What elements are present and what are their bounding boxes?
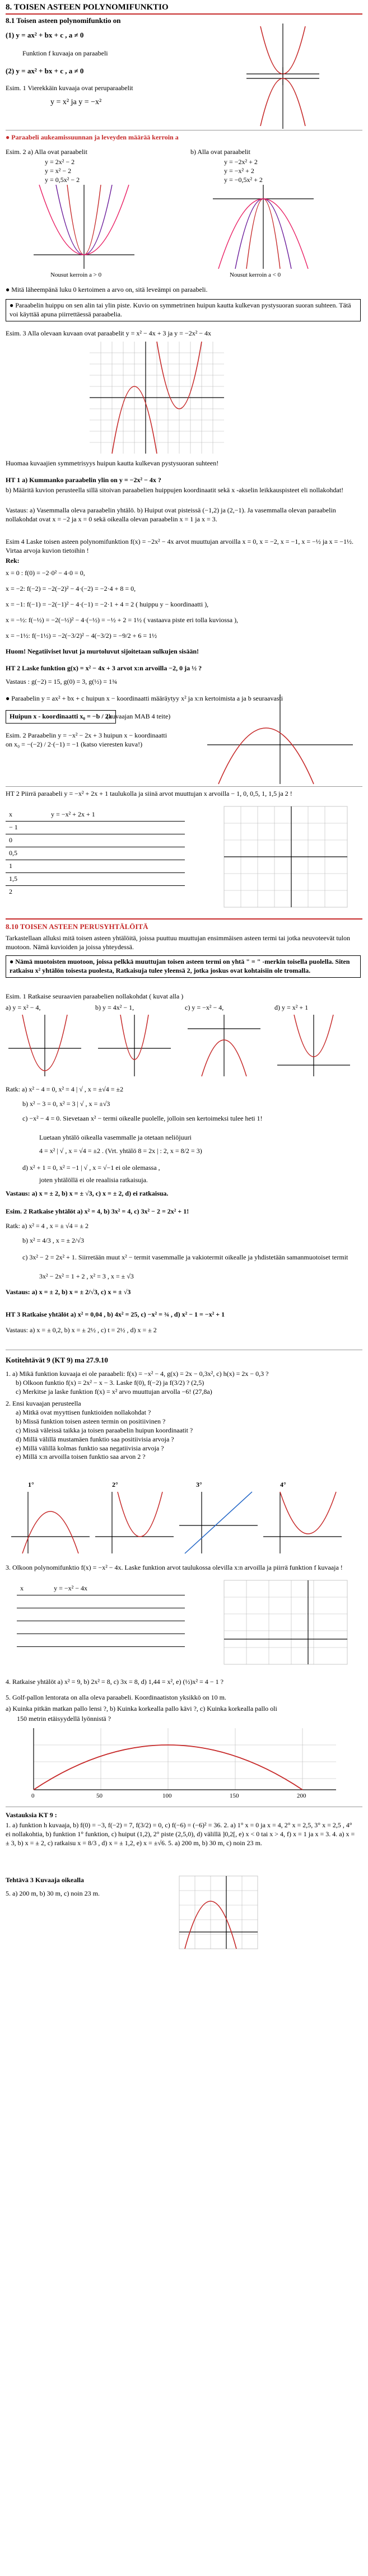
- definition-note: Funktion f kuvaaja on paraabeli: [22, 49, 108, 57]
- table-cell-x: 0,5: [6, 847, 48, 860]
- example-4-row-2: x = −2: f(−2) = −2(−2)² − 4·(−2) = −2·4 + 8 = 0,: [6, 585, 136, 592]
- table-cell-x: 1,5: [6, 873, 48, 886]
- graph-810-a: [8, 1015, 81, 1076]
- table-row: [17, 1634, 185, 1647]
- graph-label-4: 4°: [280, 1481, 286, 1488]
- example-4-row-3: x = −1: f(−1) = −2(−1)² − 4·(−1) = −2·1 + 4 = 2 ( huippu y − koordinaatti ),: [6, 600, 209, 608]
- solution-c-3: 4 = x² | √ , x = √4 = ±2 . (Vrt. yhtälö 8 = 2x | : 2, x = 8/2 = 3): [39, 1147, 202, 1155]
- ht2-answer: Vastaus : g(−2) = 15, g(0) = 3, g(½) = 1¾: [6, 678, 118, 685]
- solution-c: c) −x² − 4 = 0. Sievetaan x² − termi oikealle puolelle, jolloin sen kertoimeksi tulee heti 1!: [22, 1114, 263, 1122]
- table-header-x: x: [17, 1583, 50, 1595]
- table-row: [17, 1647, 185, 1660]
- vertex-box: [6, 299, 361, 321]
- homework-item-5b: 150 metrin etäisyydellä lyönnistä ?: [17, 1715, 111, 1723]
- table-cell-y[interactable]: [48, 886, 185, 899]
- homework-item: 2. Ensi kuvaajan perusteella: [6, 1399, 81, 1408]
- example-2-a: Ratk: a) x² = 4 , x = ± √4 = ± 2: [6, 1222, 88, 1230]
- section-810-box-text: ● Nämä muotoisten muotoon, joissa pelkkä muuttujan toisen asteen termi on yhtä " = " -merkin toisella puolella. Siten ratkaisu x² yhtälön toisesta puolesta, Ratkaisuja tulee yleensä 2, jotka joskus ovat kohtaisiin ole tromalla.: [10, 958, 350, 974]
- vertex-line: ● Paraabelin y = ax² + bx + c huipun x − koordinaatti määräytyy x² ja x:n kertoimista a ja b seuraavasti: [6, 694, 283, 702]
- golf-axis-200: 200: [297, 1793, 306, 1799]
- vertex-formula: Huipun x - koordinaatti x₀ = −b / 2a: [10, 712, 112, 720]
- extra-parabola-graph: [179, 1876, 258, 1949]
- graph-label-1: 1°: [28, 1481, 34, 1488]
- table-cell-x[interactable]: [17, 1634, 50, 1647]
- table-row: [6, 886, 185, 899]
- golf-axis-150: 150: [230, 1793, 239, 1799]
- graph-example-3: [90, 342, 224, 454]
- example-2-answer: Vastaus: a) x = ± 2, b) x = ± 2/√3, c) x = ± √3: [6, 1288, 131, 1296]
- golf-axis-50: 50: [96, 1793, 103, 1799]
- example-3-note: Huomaa kuvaajien symmetrisyys huipun kautta kulkevan pystysuoran suhteen!: [6, 459, 219, 467]
- extra-answer: 5. a) 200 m, b) 30 m, c) noin 23 m.: [6, 1889, 100, 1897]
- ht3b-line: HT 3 Ratkaise yhtälöt a) x² = 0,04 , b) 4x² = 25, c) −x² = ¾ , d) x² − 1 = −x² + 1: [6, 1310, 225, 1318]
- example-2-a-title: Esim. 2 a) Alla ovat paraabelit: [6, 148, 87, 156]
- example-4-hint: Huom! Negatiiviset luvut ja murtoluvut sijoitetaan sulkujen sisään!: [6, 647, 199, 655]
- example-2-b-eq-3: y = −0,5x² + 2: [224, 176, 263, 184]
- table-cell-y[interactable]: [48, 873, 185, 886]
- table-cell-y[interactable]: [48, 847, 185, 860]
- ht3-table: [6, 809, 185, 898]
- example-1: Esim. 1 Vierekkäin kuvaaja ovat peruparaabelit: [6, 84, 133, 92]
- caption-a: Nousut kerroin a > 0: [50, 272, 102, 278]
- golf-axis-100: 100: [162, 1793, 172, 1799]
- table-row: [17, 1608, 185, 1621]
- table-header-y: y = −x² + 2x + 1: [48, 809, 185, 822]
- red-divider: [6, 13, 362, 15]
- section-810-box: [6, 955, 361, 978]
- solution-d: d) x² + 1 = 0, x² = −1 | √ , x = √−1 ei ole olemassa ,: [22, 1164, 160, 1172]
- table-header-y: y = −x² − 4x: [50, 1583, 185, 1595]
- homework-item: a) Mitkä ovat myyttisen funktioiden nollakohdat ?: [16, 1408, 151, 1417]
- homework-item: b) Olkoon funktio f(x) = 2x² − x − 3. Laske f(0), f(−2) ja f(3/2) ? (2,5): [16, 1378, 204, 1387]
- vertex-formula-box: [6, 710, 116, 724]
- table-row: [6, 847, 185, 860]
- table-cell-y[interactable]: [50, 1634, 185, 1647]
- table-cell-y[interactable]: [50, 1608, 185, 1621]
- homework-graph-3: [179, 1492, 258, 1553]
- vertex-example: Esim. 2 Paraabelin y = −x² − 2x + 3 huipun x − koordinaatti on x₀ = −(−2) / 2·(−1) = −1 (katso vieresten kuva!): [6, 731, 167, 748]
- example-2-b-title: b) Alla ovat paraabelit: [190, 148, 250, 156]
- homework-graph-1: [11, 1492, 90, 1553]
- homework-item: e) Millä välillä kolmas funktio saa negatiivisia arvoja ?: [16, 1444, 164, 1452]
- homework-item: 1. a) Mikä funktion kuvaaja ei ole paraabeli: f(x) = −x² − 4, g(x) = 2x − 0,3x², c) h(x) = 2x − 0,3 ?: [6, 1370, 269, 1378]
- vertex-formula-note: (kuvaajan MAB 4 teite): [106, 712, 171, 720]
- ht2-line: HT 2 Laske funktion g(x) = x² − 4x + 3 arvot x:n arvoilla −2, 0 ja ½ ?: [6, 664, 202, 672]
- homework-item-4: 4. Ratkaise yhtälöt a) x² = 9, b) 2x² = 8, c) 3x = 8, d) 1,44 = x², e) (½)x² = 4 − 1 ?: [6, 1678, 223, 1686]
- opening-note: ● Mitä läheempänä luku 0 kertoimen a arvo on, sitä leveämpi on paraabeli.: [6, 286, 208, 293]
- table-header-row: [17, 1583, 185, 1595]
- graph-810-c: [188, 1015, 260, 1076]
- example-810-1-d: d) y = x² + 1: [274, 1004, 309, 1011]
- table-cell-x[interactable]: [17, 1647, 50, 1660]
- ht3b-answer: Vastaus: a) x = ± 0,2, b) x = ± 2½ , c) t = 2½ , d) x = ± 2: [6, 1326, 157, 1334]
- example-810-1-a: a) y = x² − 4,: [6, 1004, 41, 1011]
- vertex-box-text: ● Paraabelin huippu on sen alin tai ylin piste. Kuvio on symmetrinen huipun kautta kulkevan pystysuoran suoran suhteen. Tätä voi käyttää apuna piirrettäessä paraabelia.: [10, 301, 351, 318]
- table-row: [17, 1595, 185, 1608]
- definition-1: (1) y = ax² + bx + c , a ≠ 0: [6, 31, 84, 39]
- graph-vertex-example: [207, 694, 353, 784]
- example-4-row-4: x = −½: f(−½) = −2(−½)² − 4·(−½) = −½ + 2 = 1½ ( vastaava piste eri tolla kuviossa ),: [6, 616, 239, 624]
- homework-graph-2: [95, 1492, 174, 1553]
- example-2-a-eq-1: y = 2x² − 2: [45, 158, 75, 166]
- table-cell-x[interactable]: [17, 1621, 50, 1634]
- table-cell-x[interactable]: [17, 1608, 50, 1621]
- solution-d-2: joten yhtälöllä ei ole reaalisia ratkaisuja.: [39, 1176, 148, 1184]
- ht1-answer: Vastaus: a) Vasemmalla oleva paraabelin yhtälö. b) Huiput ovat pisteissä (−1,2) ja (2,−1). Ja vasemmalla olevan paraabelin nollakohdat ovat x = −2 ja x = 0 sekä oikealla olevan paraabelin x = 1 ja x = 3.: [6, 506, 336, 523]
- example-2-b: b) x² = 4/3 , x = ± 2/√3: [22, 1236, 84, 1244]
- table-header-x: x: [6, 809, 48, 822]
- example-2-c2: 3x² − 2x² = 1 + 2 , x² = 3 , x = ± √3: [39, 1272, 134, 1280]
- ht3-line: HT 2 Piirrä paraabeli y = −x² + 2x + 1 taulukolla ja siinä arvot muuttujan x arvoilla − 1, 0, 0,5, 1, 1,5 ja 2 !: [6, 790, 292, 797]
- solution-a: Ratk: a) x² − 4 = 0, x² = 4 | √ , x = ±√4 = ±2: [6, 1085, 124, 1093]
- homework-3-table: [17, 1583, 185, 1659]
- graph-family-downward: [213, 185, 314, 269]
- example-4-row-5: x = −1½: f(−1½) = −2(−3/2)² − 4(−3/2) = −9/2 + 6 = 1½: [6, 632, 157, 640]
- solution-b: b) x² − 3 = 0, x² = 3 | √ , x = ±√3: [22, 1100, 110, 1108]
- example-4-intro: Esim 4 Laske toisen asteen polynomifunktion f(x) = −2x² − 4x arvot muuttujan arvoilla x = 0, x = −2, x = −1, x = −½ ja x = −1½. Virtaa arvoja kuvion tietoihin !: [6, 538, 354, 554]
- table-cell-x: 0: [6, 834, 48, 847]
- homework-item: e) Millä x:n arvoilla toisen funktio saa arvon 2 ?: [16, 1453, 146, 1461]
- table-cell-y[interactable]: [48, 860, 185, 873]
- homework-item-5: 5. Golf-pallon lentorata on alla oleva paraabeli. Koordinaatiston yksikkö on 10 m.: [6, 1693, 226, 1701]
- red-divider: [6, 918, 362, 920]
- table-row: [6, 860, 185, 873]
- table-row: [17, 1621, 185, 1634]
- opening-heading: ● Paraabeli aukeamissuunnan ja leveyden määrää kerroin a: [6, 133, 179, 141]
- table-cell-y[interactable]: [50, 1647, 185, 1660]
- example-2-a-eq-2: y = x² − 2: [45, 167, 72, 175]
- table-cell-x: 1: [6, 860, 48, 873]
- table-row: [6, 873, 185, 886]
- doc-title: 8. TOISEN ASTEEN POLYNOMIFUNKTIO: [6, 3, 169, 12]
- homework-item: c) Merkitse ja laske funktion f(x) = x² arvo muuttujan arvolla −6! (27,8a): [16, 1387, 212, 1396]
- golf-axis-0: 0: [31, 1793, 35, 1799]
- example-810-answer: Vastaus: a) x = ± 2, b) x = ± √3, c) x = ± 2, d) ei ratkaisua.: [6, 1189, 169, 1197]
- example-2-line: Esim. 2 Ratkaise yhtälöt a) x² = 4, b) 3x² = 4, c) 3x² − 2 = 2x² + 1!: [6, 1207, 189, 1215]
- graph-label-2: 2°: [112, 1481, 118, 1488]
- graph-ht3-blank-grid: [224, 806, 347, 907]
- example-810-1-b: b) y = 4x² − 1,: [95, 1004, 134, 1011]
- section-810-heading: 8.10 TOISEN ASTEEN PERUSYHTÄLÖITÄ: [6, 922, 148, 931]
- example-4-row-1: x = 0 : f(0) = −2·0² − 4·0 = 0,: [6, 569, 85, 577]
- graph-downward-parabola: [246, 67, 319, 129]
- homework-item: b) Missä funktion toisen asteen termin on positiivinen ?: [16, 1417, 166, 1426]
- homework-heading: Kotitehtävät 9 (KT 9) ma 27.9.10: [6, 1356, 108, 1364]
- golf-trajectory-graph: [34, 1728, 336, 1801]
- table-cell-y[interactable]: [48, 834, 185, 847]
- example-3: Esim. 3 Alla olevaan kuvaan ovat paraabelit y = x² − 4x + 3 ja y = −2x² − 4x: [6, 329, 212, 337]
- example-2-b-eq-1: y = −2x² + 2: [224, 158, 258, 166]
- graph-810-b: [98, 1015, 171, 1076]
- table-header-row: [6, 809, 185, 822]
- extra-heading: Tehtävä 3 Kuvaaja oikealla: [6, 1876, 84, 1884]
- table-cell-y[interactable]: [48, 822, 185, 834]
- solution-c-2: Luetaan yhtälö oikealla vasemmalle ja otetaan neliöjuuri: [39, 1133, 192, 1141]
- homework-item: c) Missä väleissä taikka ja toisen paraabelin huipun koordinaatit ?: [16, 1426, 193, 1434]
- graph-family-upward: [34, 185, 134, 269]
- example-2-c: c) 3x² − 2 = 2x² + 1. Siirretään muut x² − termit vasemmalle ja vakiotermit oikealle ja yhdistetään samanmuotoiset termit: [22, 1253, 348, 1261]
- table-cell-y[interactable]: [50, 1621, 185, 1634]
- homework-list: [6, 1370, 358, 1462]
- example-2-a-eq-3: y = 0,5x² − 2: [45, 176, 80, 184]
- homework-item: d) Millä välillä mustamäen funktio saa positiivisia arvoja ?: [16, 1435, 174, 1443]
- table-cell-x: − 1: [6, 822, 48, 834]
- example-1-equation: y = x² ja y = −x²: [50, 98, 102, 106]
- answers-text: 1. a) funktion h kuvaaja, b) f(0) = −3, f(−2) = 7, f(3/2) = 0, c) f(−6) = (−6)² = 36. 2. a) 1° x = 0 ja x = 4, 2° x = 2,5, 3° x = 2,5 , 4° ei nollakohtia, b) funktion 1° funktion, c) huiput (1,2), 2° piste (2,5,0), d) välillä ]0,2[, e) x < 0 tai x > 4, f) x = 1 ja x = 3. 4. a) x = ± 3, b) x = ± 2, c) ratkaisu x = 8/3 , d) x = ± 1,2, e) x = ±√6. 5. a) 200 m, b) 30 m, c) noin 23 m.: [6, 1821, 355, 1847]
- divider: [6, 786, 362, 787]
- example-810-1: Esim. 1 Ratkaise seuraavien paraabelien nollakohdat ( kuvat alla ): [6, 992, 184, 1000]
- table-cell-x[interactable]: [17, 1595, 50, 1608]
- homework-graph-4: [263, 1492, 342, 1553]
- section-81-heading: 8.1 Toisen asteen polynomifunktio on: [6, 16, 121, 25]
- ht1-a: HT 1 a) Kummanko paraabelin ylin on y = −2x² − 4x ?: [6, 476, 161, 484]
- example-2-b-eq-2: y = −x² + 2: [224, 167, 254, 175]
- caption-b: Nousut kerroin a < 0: [230, 272, 281, 278]
- table-row: [6, 822, 185, 834]
- answers-heading: Vastauksia KT 9 :: [6, 1811, 57, 1819]
- table-cell-x: 2: [6, 886, 48, 899]
- definition-2: (2) y = ax² + bx + c , a ≠ 0: [6, 67, 84, 75]
- golf-grid: [34, 1728, 336, 1790]
- graph-label-3: 3°: [196, 1481, 202, 1488]
- example-4-rek: Rek:: [6, 557, 20, 564]
- table-row: [6, 834, 185, 847]
- homework-item-5a: a) Kuinka pitkän matkan pallo lensi ?, b) Kuinka korkealla pallo kävi ?, c) Kuinka korkealla pallo oli: [6, 1705, 277, 1712]
- table-cell-y[interactable]: [50, 1595, 185, 1608]
- example-810-1-c: c) y = −x² − 4,: [185, 1004, 224, 1011]
- homework-3-blank-grid: [224, 1580, 347, 1664]
- ht1-b: b) Määritä kuvion perusteella sillä sitoivan paraabelien huippujen koordinaatit sekä x -akselin leikkauspisteet eli nollakohdat!: [6, 486, 344, 494]
- graph-810-d: [277, 1015, 350, 1076]
- section-810-intro: Tarkastellaan alluksi mitä toisen asteen yhtälöitä, joissa puuttuu muuttujan ensimmäisen asteen termi tai jotka neuvoteevät tulon muotoon. Nämä kuvioiden ja joissa yhteydessä.: [6, 934, 351, 951]
- homework-item-3: 3. Olkoon polynomifunktio f(x) = −x² − 4x. Laske funktion arvot taulukossa olevilla x:n arvoilla ja piirrä funktion f kuvaaja !: [6, 1564, 343, 1571]
